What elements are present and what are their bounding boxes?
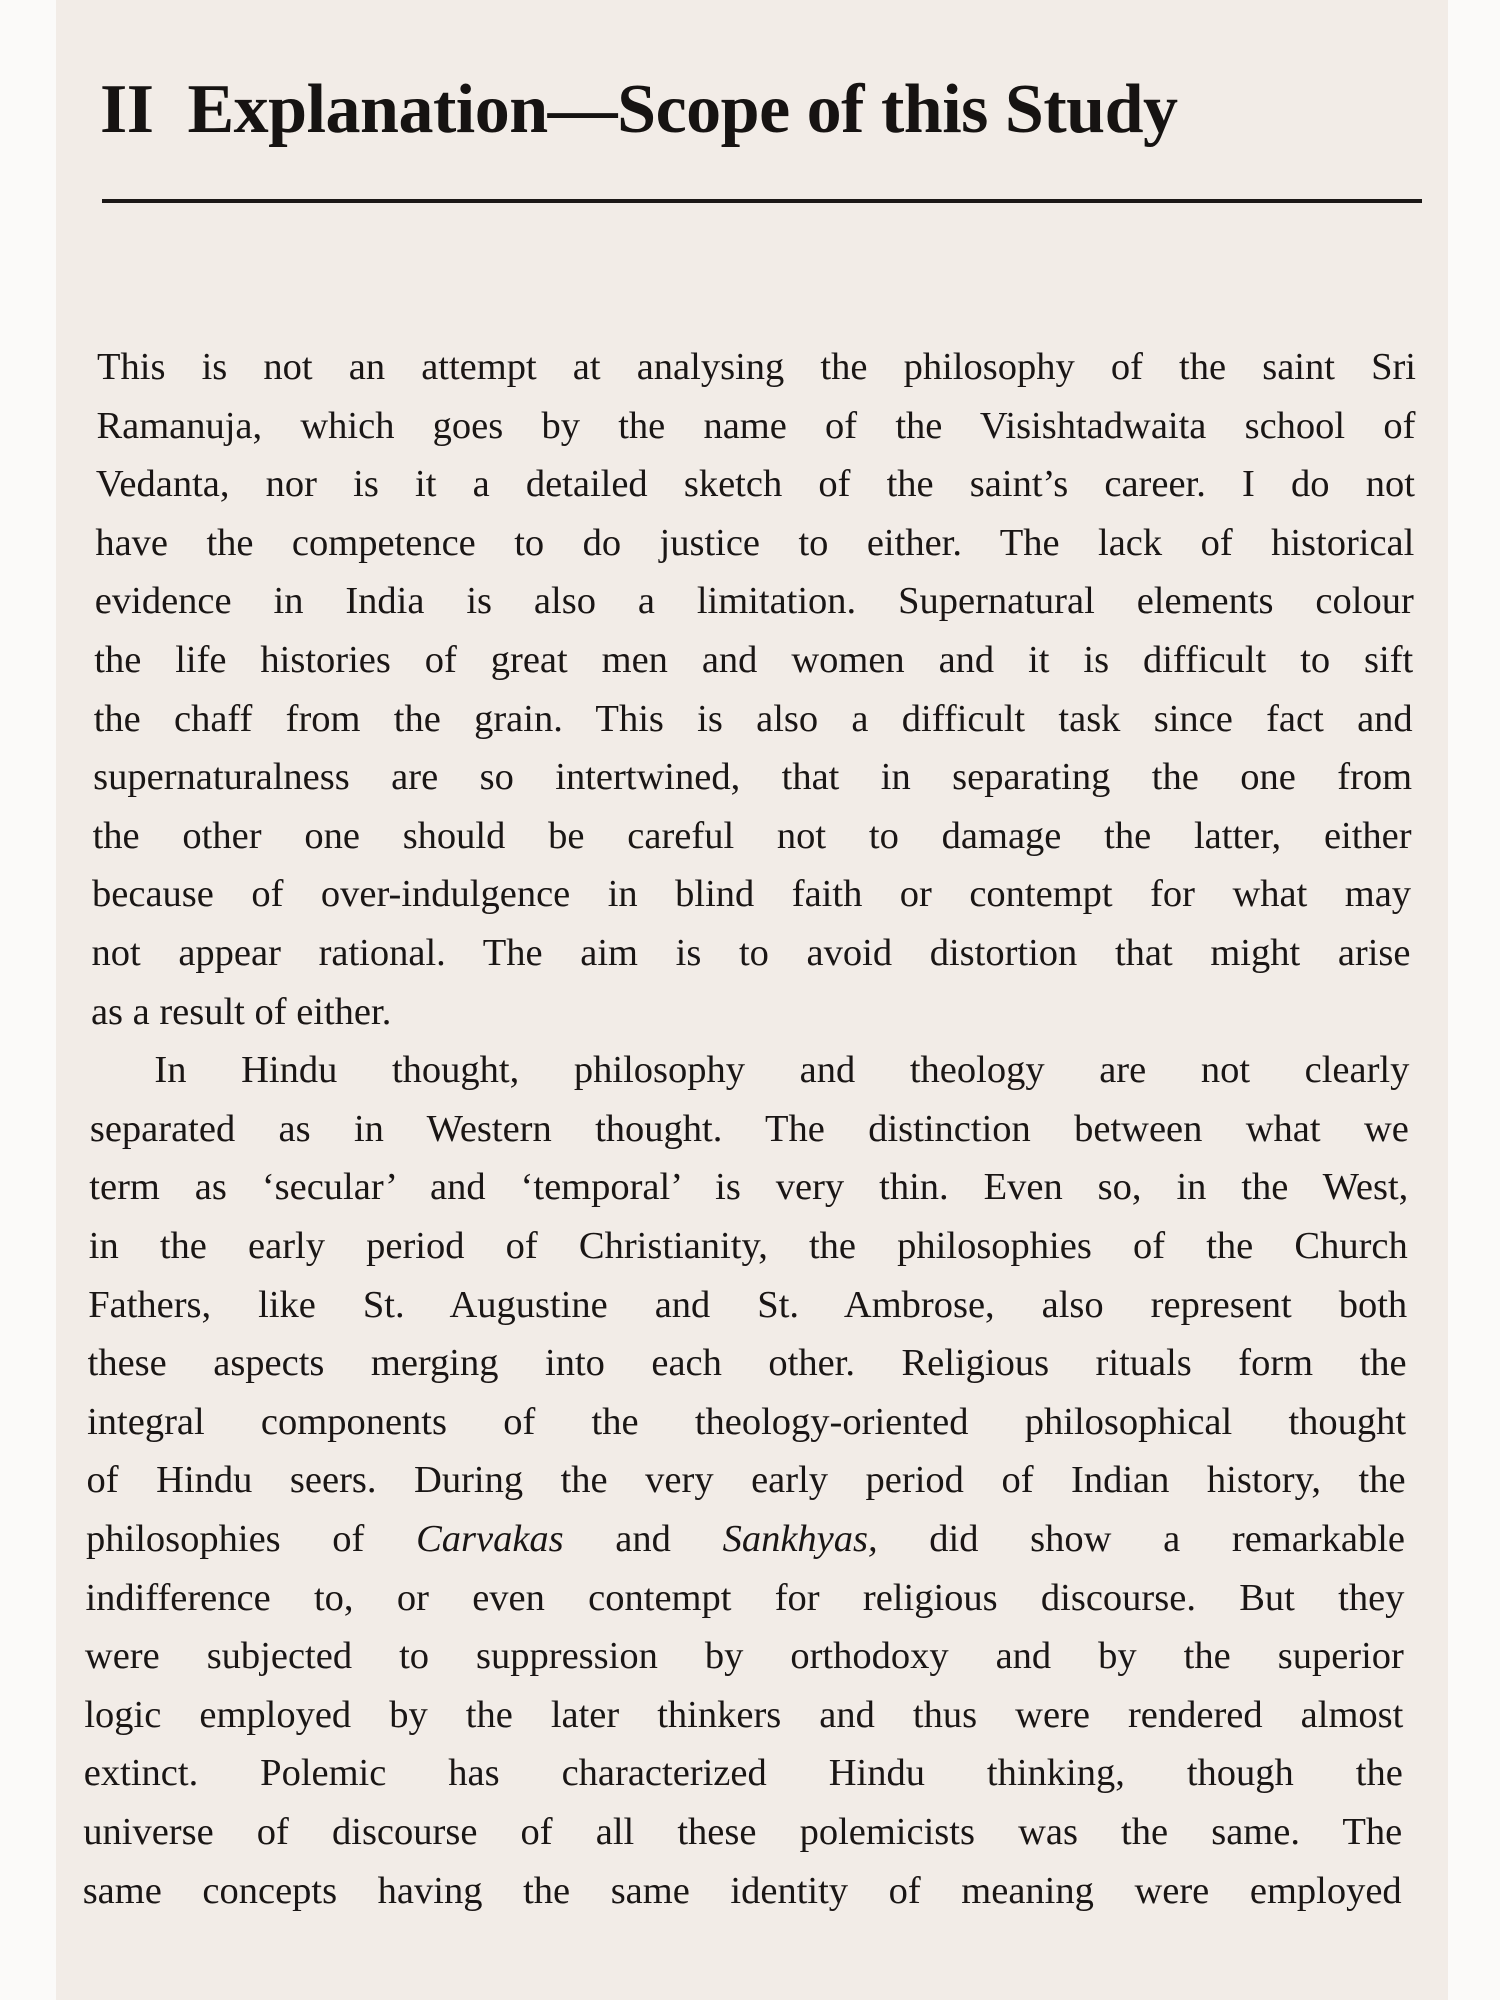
text-segment: not appear rational. The aim is to avoid distortion that might arise [91, 932, 1411, 974]
section-title: Explanation—Scope of this Study [187, 71, 1178, 148]
text-line [95, 521, 1414, 571]
text-segment: because of over-indulgence in blind faith or contempt for what may [92, 873, 1412, 916]
text-line [92, 931, 1411, 981]
text-line [96, 462, 1415, 512]
text-line [93, 814, 1412, 864]
text-line [87, 1458, 1406, 1508]
text-segment: and [563, 1518, 723, 1560]
text-segment: were subjected to suppression by orthodoxy and by the superior [84, 1635, 1404, 1678]
text-segment: logic employed by the later thinkers and thus were rendered almost [84, 1693, 1404, 1736]
text-segment: philosophies of [86, 1518, 417, 1560]
text-segment: did show a remarkable [877, 1518, 1406, 1560]
text-line [95, 579, 1414, 629]
text-line [96, 404, 1415, 454]
text-segment: supernaturalness are so intertwined, that in separating the one from [93, 756, 1413, 799]
text-segment: of Hindu seers. During the very early period of Indian history, the [86, 1459, 1406, 1502]
text-segment: integral components of the theology-oriented philosophical thought [87, 1400, 1407, 1443]
text-line [94, 697, 1413, 747]
text-segment: separated as in Western thought. The distinction between what we [89, 1107, 1409, 1150]
section-number: II [100, 71, 154, 148]
text-line [88, 1341, 1407, 1391]
text-line [85, 1576, 1404, 1626]
text-segment: have the competence to do justice to either. The lack of historical [95, 521, 1415, 564]
text-segment: extinct. Polemic has characterized Hindu thinking, though the [83, 1752, 1403, 1795]
text-line [84, 1751, 1403, 1801]
text-line [88, 1283, 1407, 1333]
text-line [87, 1400, 1406, 1450]
text-segment: universe of discourse of all these polemicists was the same. The [83, 1811, 1403, 1853]
text-line [94, 638, 1413, 688]
text-line [92, 872, 1411, 922]
text-line [97, 345, 1416, 395]
text-segment: term as ‘secular’ and ‘temporal’ is very thin. Even so, in the West, [89, 1166, 1409, 1209]
text-line [85, 1634, 1404, 1684]
text-segment: as a result of either. [90, 990, 392, 1033]
text-segment: indifference to, or even contempt for religious discourse. But they [85, 1576, 1405, 1619]
text-line [89, 1165, 1408, 1215]
text-line [154, 1048, 1409, 1098]
text-line [89, 1224, 1408, 1274]
italic-term: Carvakas [416, 1518, 564, 1560]
text-segment: This is not an attempt at analysing the philosophy of the saint Sri [97, 346, 1416, 388]
text-segment: the chaff from the grain. This is also a difficult task since fact and [93, 697, 1413, 740]
text-line [83, 1810, 1402, 1860]
text-line [86, 1517, 1405, 1567]
italic-term: Sankhyas, [722, 1518, 878, 1560]
text-segment: the life histories of great men and women and it is difficult to sift [94, 639, 1414, 681]
text-segment: in the early period of Christianity, the philosophies of the Church [88, 1225, 1408, 1267]
text-line [84, 1693, 1403, 1743]
text-line [90, 1107, 1409, 1157]
text-line [83, 1869, 1402, 1919]
text-segment: In Hindu thought, philosophy and theology are not clearly [154, 1049, 1410, 1092]
text-line [93, 755, 1412, 805]
section-heading [100, 70, 1178, 150]
text-segment: evidence in India is also a limitation. Supernatural elements colour [94, 580, 1414, 623]
text-segment: Ramanuja, which goes by the name of the Visishtadwaita school of [96, 404, 1416, 447]
text-segment: Vedanta, nor is it a detailed sketch of the saint’s career. I do not [95, 463, 1415, 506]
text-segment: same concepts having the same identity of meaning were employed [82, 1869, 1402, 1912]
heading-rule [102, 199, 1422, 203]
text-segment: the other one should be careful not to damage the latter, either [92, 814, 1412, 857]
text-segment: these aspects merging into each other. Religious rituals form the [87, 1342, 1407, 1385]
text-segment: Fathers, like St. Augustine and St. Ambrose, also represent both [88, 1283, 1408, 1326]
text-line [91, 990, 1410, 1040]
